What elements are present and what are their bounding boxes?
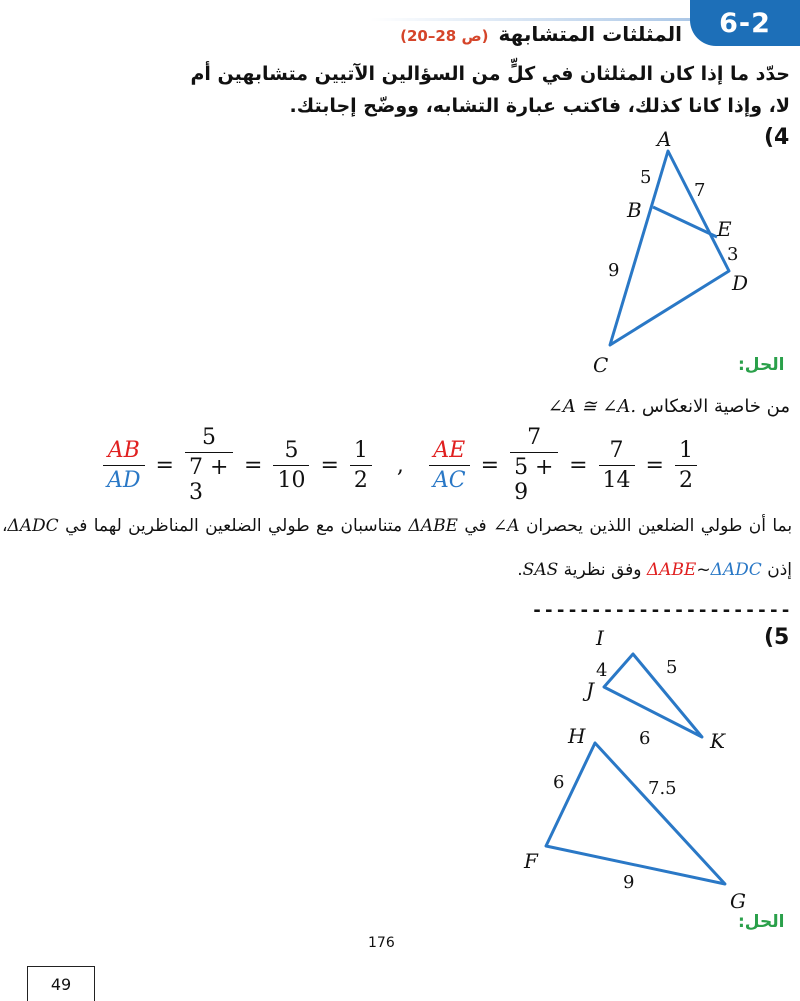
comma-separator: , (396, 452, 404, 478)
fraction-denominator: 2 (350, 465, 372, 493)
fraction-denominator: 2 (675, 465, 697, 493)
side-ab-label: 5 (640, 167, 652, 188)
ratio1-step-1 (185, 425, 233, 505)
vertex-k-label: K (710, 729, 725, 753)
explanation-end: . (517, 560, 523, 580)
explanation-text: وفق نظرية (563, 560, 642, 580)
triangle-ijk (604, 654, 702, 737)
side-ae-label: 7 (694, 180, 706, 201)
similarity-statement (647, 560, 762, 580)
vertex-h-label: H (568, 724, 586, 748)
side-fg-label: 9 (623, 872, 635, 893)
ratio1-numerator: AB (107, 437, 140, 463)
similarity-explanation (2, 504, 792, 592)
triangle-hfg (546, 743, 725, 884)
side-ij-label: 4 (596, 660, 608, 681)
vertex-e-label: E (717, 217, 732, 241)
similar-triangle-right: ΔADC (710, 560, 762, 580)
side-hg-label: 7.5 (648, 778, 677, 799)
angle-a: ∠A (493, 516, 520, 536)
ratio-equations (100, 425, 700, 505)
ratio2-step-3 (675, 438, 697, 493)
fraction-numerator: 7 (527, 425, 542, 450)
fraction-denominator: 5 + 9 (510, 452, 558, 505)
ratio1-step-3 (350, 438, 372, 493)
reflexive-statement (548, 396, 790, 417)
lesson-title-text: المثلثات المتشابهة (498, 22, 682, 46)
vertex-g-label: G (730, 889, 746, 913)
triangle-acd (610, 151, 729, 345)
vertex-a-label: A (657, 127, 672, 151)
explanation-text: في (464, 516, 487, 536)
equals-sign: = (244, 452, 263, 478)
ratio2-denominator: AC (429, 465, 470, 493)
problem-5-number: (5 (764, 625, 790, 650)
fraction-numerator: 7 (609, 437, 624, 463)
ratio-ab-ad (103, 438, 145, 493)
vertex-i-label: I (596, 626, 604, 650)
problem-4-figure (560, 126, 790, 376)
ratio-ae-ac (429, 438, 470, 493)
header-rule (370, 18, 740, 21)
triangle-abe: ΔABE (408, 516, 458, 536)
ratio1-step-2 (273, 438, 309, 493)
page-number: 176 (368, 935, 395, 951)
reflexive-text: من خاصية الانعكاس (641, 396, 790, 417)
vertex-f-label: F (524, 849, 538, 873)
equals-sign: = (320, 452, 339, 478)
lesson-title (400, 22, 682, 46)
ratio1-denominator: AD (103, 465, 145, 493)
side-ik-label: 5 (666, 657, 678, 678)
lesson-number-badge: 6-2 (690, 0, 800, 46)
explanation-text: متناسبان مع طولي الضلعين المناظرين لهما في (65, 516, 403, 536)
explanation-text: بما أن طولي الضلعين اللذين يحصران (525, 516, 793, 536)
explanation-text: ، إذن (2, 516, 792, 580)
ratio2-step-2 (599, 438, 635, 493)
ratio2-numerator: AE (433, 437, 466, 463)
problem-5-solution-label: الحل: (738, 912, 785, 932)
equals-sign: = (480, 452, 500, 478)
theorem-name: SAS (522, 560, 559, 580)
problem-4-solution-label: الحل: (738, 355, 785, 375)
fraction-denominator: 7 + 3 (185, 452, 233, 505)
vertex-b-label: B (627, 198, 642, 222)
vertex-c-label: C (593, 353, 609, 376)
side-ed-label: 3 (727, 244, 739, 265)
section-divider: ---------------------- (531, 600, 792, 621)
side-hf-label: 6 (553, 772, 565, 793)
similar-symbol: ~ (696, 560, 711, 580)
ratio2-step-1 (510, 425, 558, 505)
fraction-numerator: 5 (201, 425, 216, 450)
side-jk-label: 6 (639, 728, 651, 749)
equals-sign: = (645, 452, 664, 478)
similar-triangle-left: ΔABE (646, 560, 697, 580)
vertex-j-label: J (586, 678, 595, 702)
equals-sign: = (569, 452, 588, 478)
page-box-number: 49 (27, 966, 95, 1001)
side-bc-label: 9 (608, 260, 620, 281)
fraction-numerator: 1 (678, 437, 693, 463)
segment-be (653, 207, 717, 237)
fraction-denominator: 14 (599, 465, 635, 493)
problem-5-figure (500, 626, 780, 916)
fraction-denominator: 10 (273, 465, 309, 493)
lesson-pages-ref: (ص 28–20) (400, 27, 489, 45)
problem-4-number: (4 (764, 125, 790, 150)
instructions: حدّد ما إذا كان المثلثان في كلٍّ من السؤالين الآتيين متشابهين أم لا، وإذا كانا كذلك، فاكتب عبارة التشابه، ووضّح إجابتك. (190, 63, 790, 117)
fraction-numerator: 1 (353, 437, 368, 463)
vertex-d-label: D (732, 271, 749, 295)
reflexive-math: ∠A ≅ ∠A. (547, 396, 637, 417)
fraction-numerator: 5 (284, 437, 299, 463)
triangle-adc: ΔADC (7, 516, 59, 536)
equals-sign: = (155, 452, 174, 478)
